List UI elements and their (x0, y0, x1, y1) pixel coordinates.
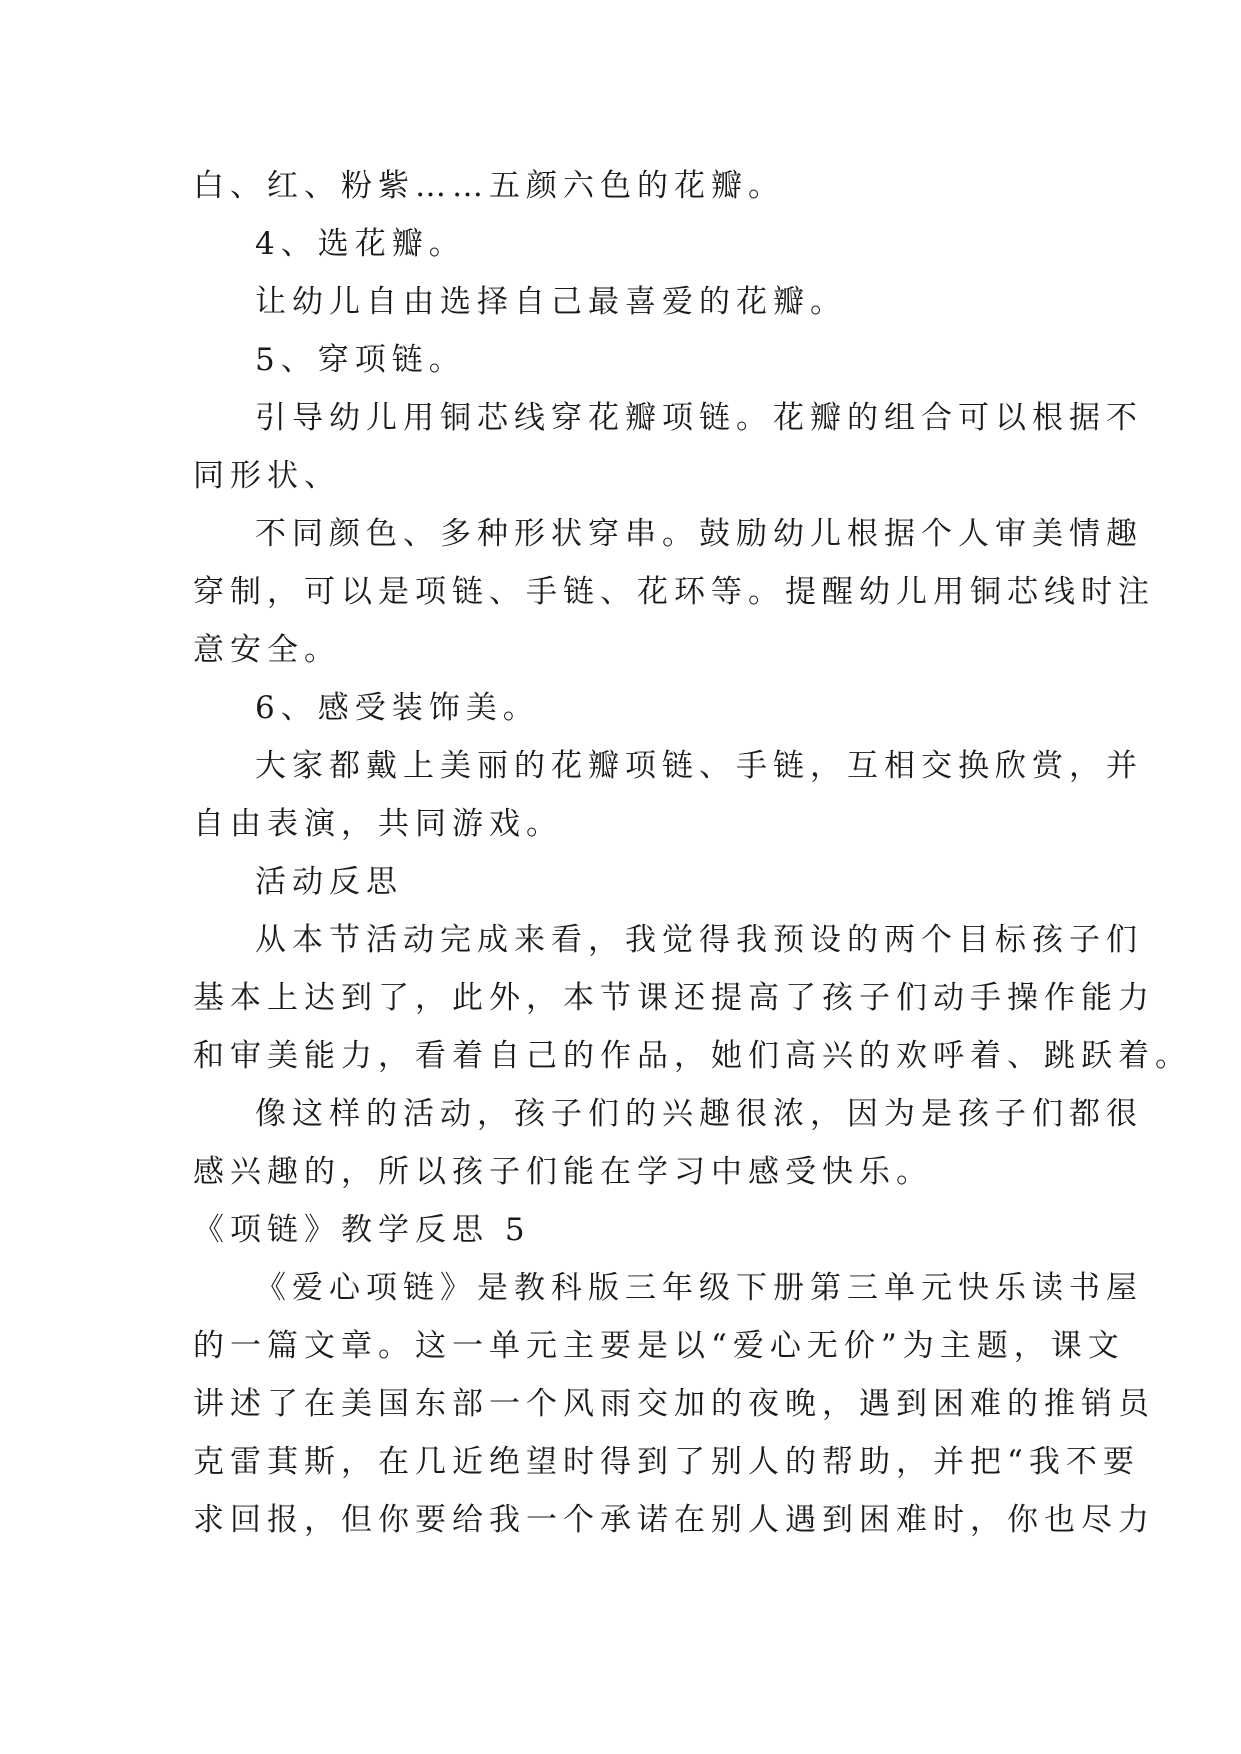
paragraph-line: 讲述了在美国东部一个风雨交加的夜晚，遇到困难的推销员 (193, 1386, 1155, 1422)
section-heading: 活动反思 (255, 864, 403, 900)
step-heading: 4、选花瓣。 (255, 226, 466, 262)
paragraph-line: 同形状、 (193, 458, 341, 494)
paragraph-line: 不同颜色、多种形状穿串。鼓励幼儿根据个人审美情趣 (255, 516, 1143, 552)
step-heading: 6、感受装饰美。 (255, 690, 540, 726)
paragraph-line: 让幼儿自由选择自己最喜爱的花瓣。 (255, 284, 847, 320)
paragraph-line: 《爱心项链》是教科版三年级下册第三单元快乐读书屋 (255, 1270, 1143, 1306)
paragraph-line: 求回报，但你要给我一个承诺在别人遇到困难时，你也尽力 (193, 1502, 1155, 1538)
paragraph-line: 基本上达到了，此外，本节课还提高了孩子们动手操作能力 (193, 980, 1155, 1016)
paragraph-line: 意安全。 (193, 632, 341, 668)
paragraph-line: 自由表演，共同游戏。 (193, 806, 563, 842)
paragraph-line: 克雷萁斯，在几近绝望时得到了别人的帮助，并把“我不要 (193, 1444, 1140, 1480)
paragraph-line: 穿制，可以是项链、手链、花环等。提醒幼儿用铜芯线时注 (193, 574, 1155, 610)
paragraph-line: 的一篇文章。这一单元主要是以“爱心无价”为主题，课文 (193, 1328, 1125, 1364)
paragraph-line: 从本节活动完成来看，我觉得我预设的两个目标孩子们 (255, 922, 1143, 958)
paragraph-line: 大家都戴上美丽的花瓣项链、手链，互相交换欣赏，并 (255, 748, 1143, 784)
paragraph-line: 白、红、粉紫……五颜六色的花瓣。 (193, 168, 785, 204)
paragraph-line: 和审美能力，看着自己的作品，她们高兴的欢呼着、跳跃着。 (193, 1038, 1192, 1074)
paragraph-line: 引导幼儿用铜芯线穿花瓣项链。花瓣的组合可以根据不 (255, 400, 1143, 436)
paragraph-line: 像这样的活动，孩子们的兴趣很浓，因为是孩子们都很 (255, 1096, 1143, 1132)
paragraph-line: 感兴趣的，所以孩子们能在学习中感受快乐。 (193, 1154, 933, 1190)
article-title: 《项链》教学反思 5 (193, 1212, 531, 1248)
step-heading: 5、穿项链。 (255, 342, 466, 378)
